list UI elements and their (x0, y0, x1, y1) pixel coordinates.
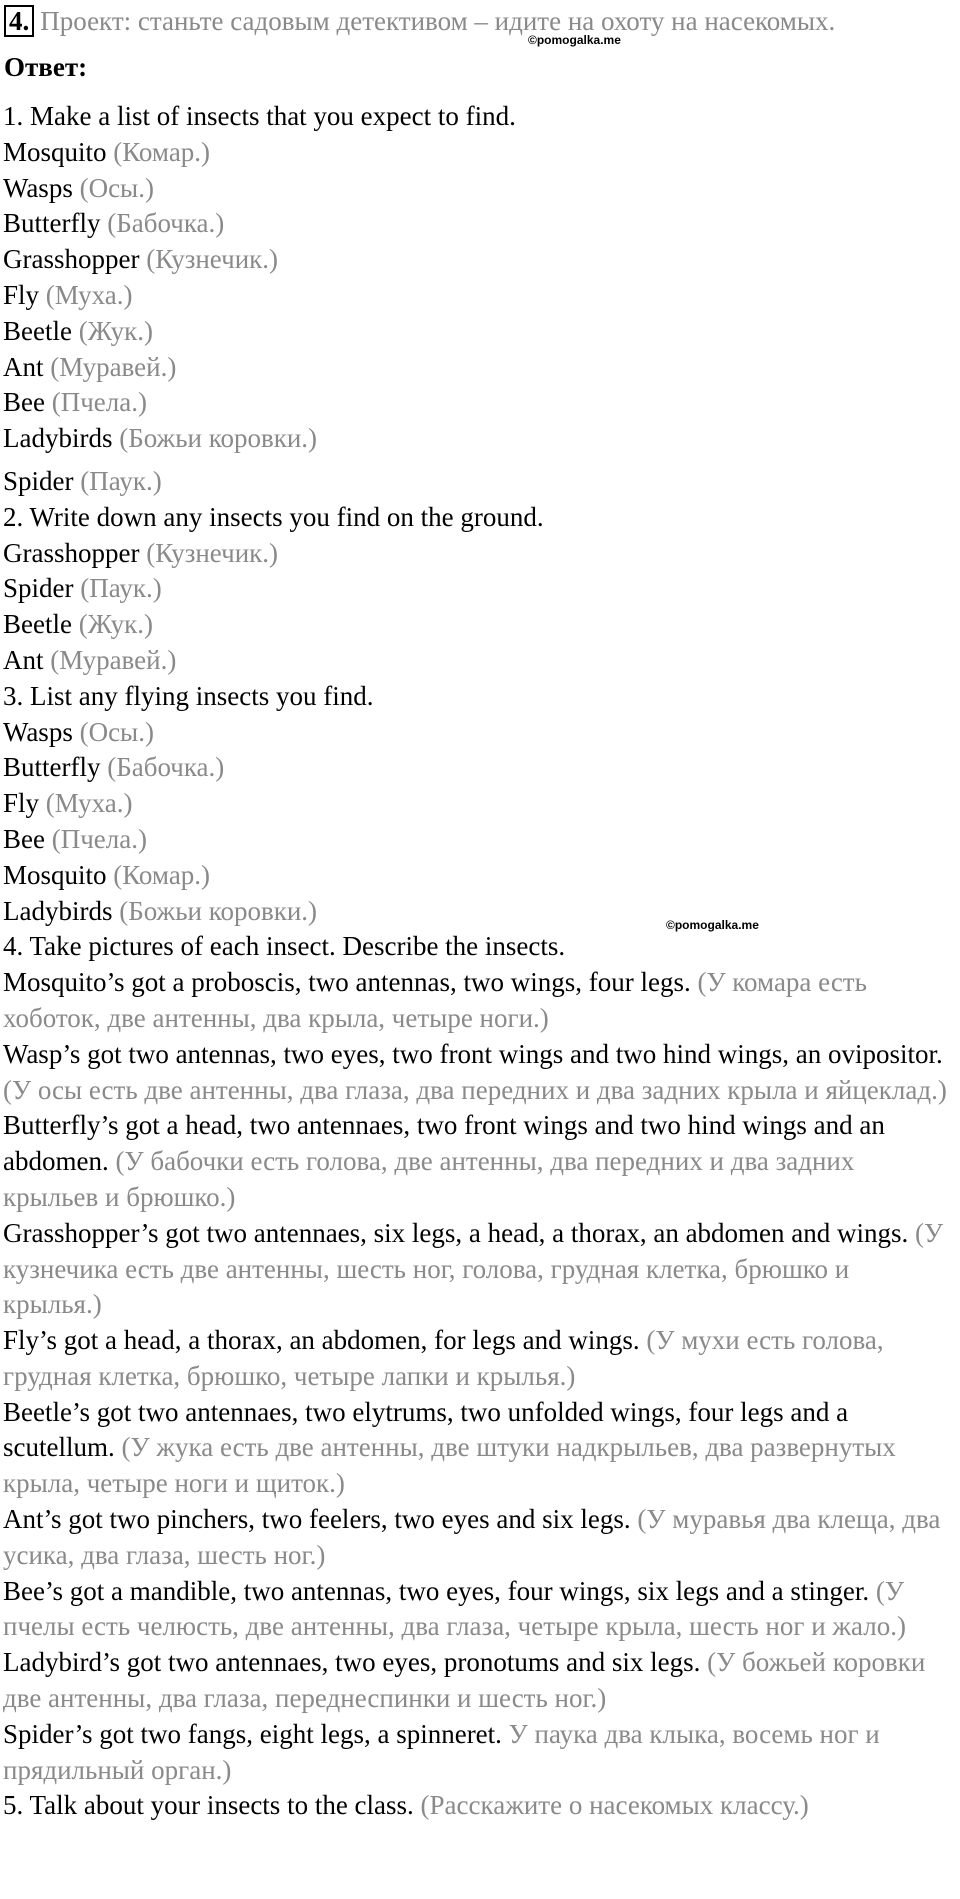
description-paragraph: Ant’s got two pinchers, two feelers, two eyes and six legs. (У муравья два клеща, два усика, два глаза, шесть ног.) (3, 1504, 941, 1570)
list-item: Wasps (Осы.) (3, 716, 154, 747)
section-4-heading: 4. Take pictures of each insect. Describe the insects. (3, 931, 566, 962)
list-item: Beetle (Жук.) (3, 609, 153, 640)
watermark-top: ©pomogalka.me (528, 33, 621, 47)
answer-label: Ответ: (4, 52, 88, 82)
list-item: Beetle (Жук.) (3, 315, 153, 346)
description-paragraph: Fly’s got a head, a thorax, an abdomen, for legs and wings. (У мухи есть голова, грудная клетка, брюшко, четыре лапки и крылья.) (3, 1325, 884, 1391)
list-item: Bee (Пчела.) (3, 823, 147, 854)
list-item: Ladybirds (Божьи коровки.) (3, 895, 318, 926)
list-item: Ant (Муравей.) (3, 644, 177, 675)
description-paragraph: Wasp’s got two antennas, two eyes, two front wings and two hind wings, an ovipositor. (У осы есть две антенны, два глаза, два передних и два задних крыла и яйцеклад.) (3, 1038, 947, 1105)
description-paragraph: Mosquito’s got a proboscis, two antennas, two wings, four legs. (У комара есть хоботок, две антенны, два крыла, четыре ноги.) (3, 967, 867, 1033)
list-item: Grasshopper (Кузнечик.) (3, 244, 279, 275)
description-paragraph: Bee’s got a mandible, two antennas, two eyes, four wings, six legs and a stinger. (У пчелы есть челюсть, две антенны, два глаза, четыре крыла, шесть ног и жало.) (3, 1575, 906, 1642)
list-item: Ant (Муравей.) (3, 351, 177, 382)
description-paragraph: Spider’s got two fangs, eight legs, a spinneret. У паука два клыка, восемь ног и прядильный орган.) (3, 1718, 880, 1785)
list-item: Grasshopper (Кузнечик.) (3, 537, 279, 568)
list-item: Ladybirds (Божьи коровки.) (3, 423, 318, 454)
section-3-heading: 3. List any flying insects you find. (3, 680, 374, 711)
list-item: Spider (Паук.) (3, 465, 162, 496)
list-item: Wasps (Осы.) (3, 172, 154, 203)
description-paragraph: Beetle’s got two antennaes, two elytrums, two unfolded wings, four legs and a scutellum. (У жука есть две антенны, две штуки надкрыльев, два развернутых крыла, четыре ноги и щиток.) (3, 1396, 896, 1499)
list-item: Fly (Муха.) (3, 279, 133, 310)
description-paragraph: Butterfly’s got a head, two antennaes, two front wings and two hind wings and an abdomen. (У бабочки есть голова, две антенны, два передних и два задних крыльев и брюшко.) (3, 1110, 885, 1212)
task-header (4, 4, 835, 38)
section-5-heading: 5. Talk about your insects to the class. (Расскажите о насекомых классу.) (3, 1790, 809, 1821)
list-item: Bee (Пчела.) (3, 387, 147, 418)
watermark-middle: ©pomogalka.me (666, 918, 759, 932)
list-item: Mosquito (Комар.) (3, 136, 211, 167)
list-item: Mosquito (Комар.) (3, 859, 211, 890)
task-title: Проект: станьте садовым детективом – идите на охоту на насекомых. (40, 6, 836, 36)
list-item: Butterfly (Бабочка.) (3, 208, 225, 239)
description-paragraph: Grasshopper’s got two antennaes, six legs, a head, a thorax, an abdomen and wings. (У кузнечика есть две антенны, шесть ног, голова, грудная клетка, брюшко и крылья.) (3, 1217, 944, 1320)
answer-content (3, 99, 953, 1824)
section-1-heading: 1. Make a list of insects that you expect to find. (3, 101, 516, 131)
list-item: Spider (Паук.) (3, 573, 162, 604)
description-paragraph: Ladybird’s got two antennaes, two eyes, pronotums and six legs. (У божьей коровки две антенны, два глаза, переднеспинки и шесть ног.) (3, 1647, 926, 1714)
task-number: 4. (4, 5, 34, 37)
section-2-heading: 2. Write down any insects you find on the ground. (3, 501, 544, 532)
list-item: Fly (Муха.) (3, 788, 133, 819)
list-item: Butterfly (Бабочка.) (3, 752, 225, 783)
